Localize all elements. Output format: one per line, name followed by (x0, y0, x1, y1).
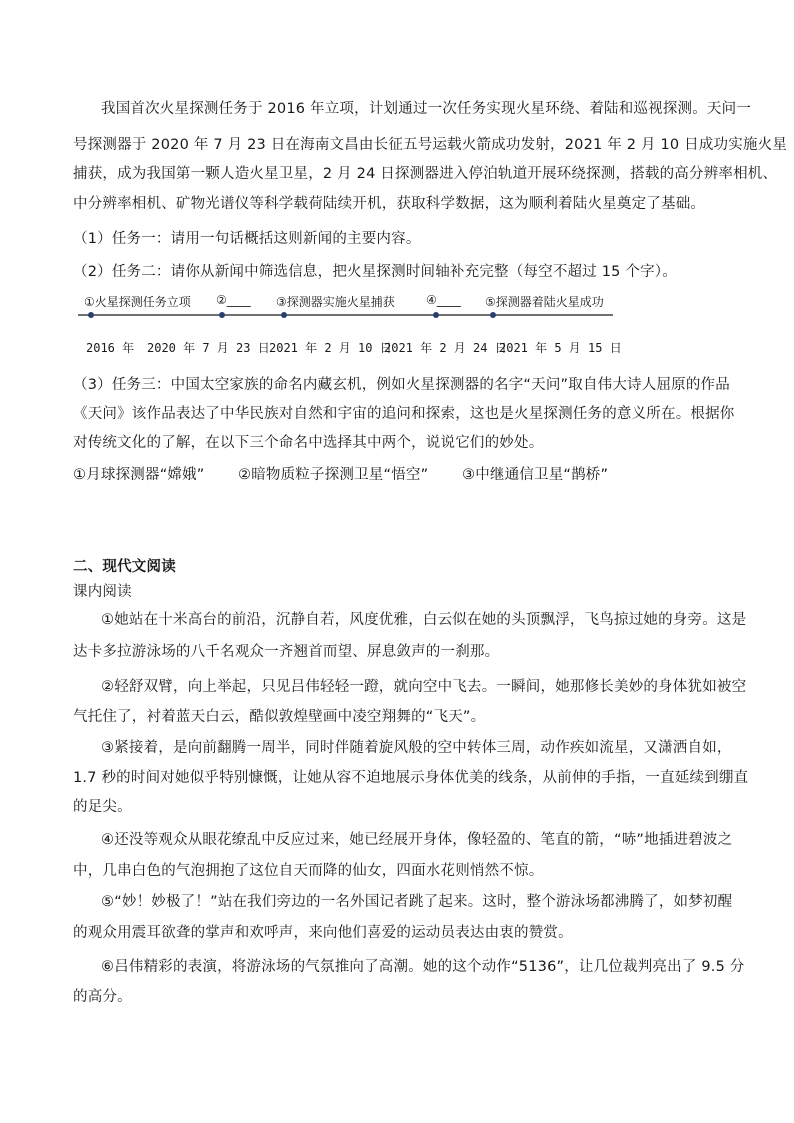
passage-p1-line-1: ①她站在十米高台的前沿，沉静自若，风度优雅，白云似在她的头顶飘浮，飞鸟掠过她的身旁。这是 (101, 612, 747, 628)
timeline-dot-2 (219, 312, 225, 318)
passage-p6-line-2: 的高分。 (73, 989, 132, 1005)
task-3-option-2: ②暗物质粒子探测卫星“悟空” (238, 467, 429, 483)
passage-p5-line-1: ⑤“妙！妙极了！”站在我们旁边的一名外国记者跳了起来。这时，整个游泳场都沸腾了，如梦初醒 (101, 894, 733, 910)
task-3-line-2: 《天问》该作品表达了中华民族对自然和宇宙的追问和探索，这也是火星探测任务的意义所在。根据你 (73, 406, 735, 422)
passage-p1-line-2: 达卡多拉游泳场的八千名观众一齐翘首而望、屏息敛声的一刹那。 (73, 644, 500, 660)
passage-p3-line-2: 1.7 秒的时间对她似乎特别慷慨，让她从容不迫地展示身体优美的线条，从前伸的手指，一直延续到绷直 (73, 770, 749, 786)
task-3-line-1: （3）任务三：中国太空家族的命名内藏玄机，例如火星探测器的名字“天问”取自伟大诗人屈原的作品 (73, 377, 730, 393)
passage-p2-line-1: ②轻舒双臂，向上举起，只见吕伟轻轻一蹬，就向空中飞去。一瞬间，她那修长美妙的身体犹如被空 (101, 679, 747, 695)
timeline-date-1: 2016 年 (86, 341, 135, 355)
passage-p3-line-1: ③紧接着，是向前翻腾一周半，同时伴随着旋风般的空中转体三周，动作疾如流星，又潇洒自如， (101, 740, 732, 756)
timeline-label-2-blank[interactable]: ②____ (216, 293, 251, 307)
timeline-date-3: 2021 年 2 月 10 日 (269, 341, 392, 355)
timeline-dot-3 (281, 312, 287, 318)
timeline-date-4: 2021 年 2 月 24 日 (384, 341, 507, 355)
passage-p6-line-1: ⑥吕伟精彩的表演，将游泳场的气氛推向了高潮。她的这个动作“5136”，让几位裁判亮出了 9.5 分 (101, 959, 745, 975)
news-line-4: 中分辨率相机、矿物光谱仪等科学载荷陆续开机，获取科学数据，这为顺利着陆火星奠定了基础。 (73, 196, 706, 212)
timeline-label-1: ①火星探测任务立项 (84, 295, 191, 309)
timeline-date-2: 2020 年 7 月 23 日 (147, 341, 270, 355)
passage-p5-line-2: 的观众用震耳欲聋的掌声和欢呼声，来向他们喜爱的运动员表达由衷的赞赏。 (73, 925, 573, 941)
section-2-subtitle: 课内阅读 (73, 584, 132, 600)
passage-p4-line-2: 中，几串白色的气泡拥抱了这位自天而降的仙女，四面水花则悄然不惊。 (73, 863, 544, 879)
task-3-option-1: ①月球探测器“嫦娥” (73, 467, 205, 483)
timeline-label-3: ③探测器实施火星捕获 (276, 295, 395, 309)
timeline-date-5: 2021 年 5 月 15 日 (499, 341, 622, 355)
timeline-label-4-blank[interactable]: ④____ (426, 293, 461, 307)
task-3-option-3: ③中继通信卫星“鹊桥” (462, 467, 609, 483)
timeline-label-5: ⑤探测器着陆火星成功 (485, 295, 604, 309)
news-line-1: 我国首次火星探测任务于 2016 年立项，计划通过一次任务实现火星环绕、着陆和巡视探测。天问一 (101, 101, 752, 117)
task-3-line-3: 对传统文化的了解，在以下三个命名中选择其中两个，说说它们的妙处。 (73, 435, 544, 451)
mars-timeline (0, 0, 794, 380)
section-2-title: 二、现代文阅读 (73, 559, 176, 575)
passage-p4-line-1: ④还没等观众从眼花缭乱中反应过来，她已经展开身体，像轻盈的、笔直的箭，“哧”地插进碧波之 (101, 832, 733, 848)
timeline-axis (0, 0, 794, 380)
task-1-text: （1）任务一：请用一句话概括这则新闻的主要内容。 (73, 231, 421, 247)
news-line-2: 号探测器于 2020 年 7 月 23 日在海南文昌由长征五号运载火箭成功发射，2021 年 2 月 10 日成功实施火星 (73, 137, 788, 153)
passage-p2-line-2: 气托住了，衬着蓝天白云，酷似敦煌壁画中凌空翔舞的“飞天”。 (73, 709, 486, 725)
timeline-dot-5 (490, 312, 496, 318)
news-line-3: 捕获，成为我国第一颗人造火星卫星，2 月 24 日探测器进入停泊轨道开展环绕探测，搭载的高分辨率相机、 (73, 166, 778, 182)
passage-p3-line-3: 的足尖。 (73, 799, 132, 815)
timeline-dot-4 (433, 312, 439, 318)
timeline-dot-1 (88, 312, 94, 318)
task-2-text: （2）任务二：请你从新闻中筛选信息，把火星探测时间轴补充完整（每空不超过 15 个字）。 (73, 264, 677, 280)
